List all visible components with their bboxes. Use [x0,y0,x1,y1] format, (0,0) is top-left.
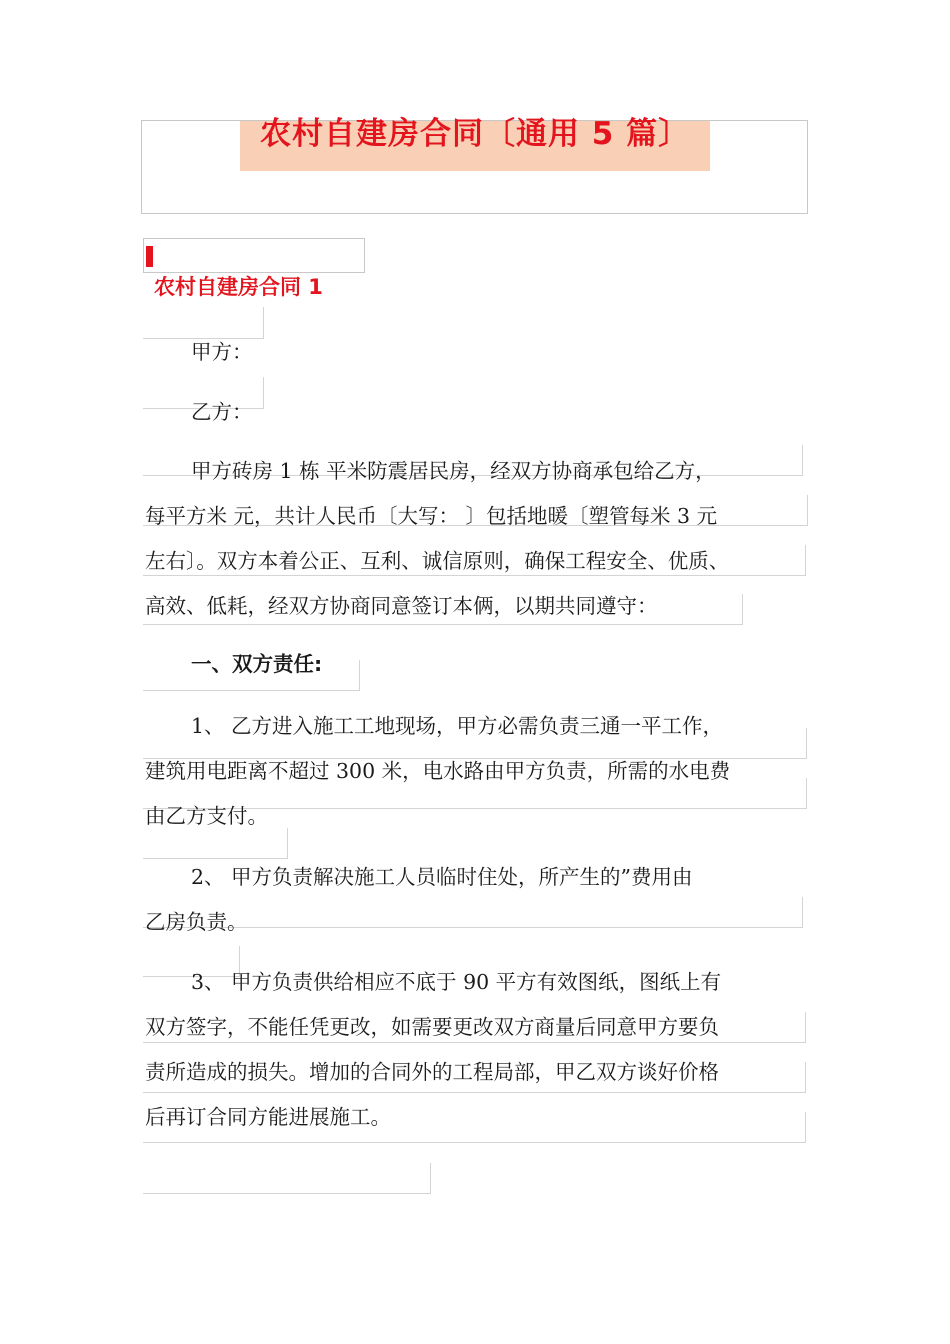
clause-3 [145,960,825,1140]
paragraph-line: 2、 甲方负责解决施工人员临时住处，所产生的”费用由 [191,865,693,889]
paragraph-line: 每平方米 元，共计人民币〔大写： 〕包括地暖〔塑管每米 3 元 [145,504,718,528]
paragraph-line: 后再订合同方能进展施工。 [145,1105,391,1129]
paragraph-line: 1、 乙方进入施工工地现场，甲方必需负责三通一平工作， [191,714,724,738]
paragraph-line: 由乙方支付。 [145,804,268,828]
heading-frame [143,238,365,273]
paragraph-line: 责所造成的损失。增加的合同外的工程局部，甲乙双方谈好价格 [145,1060,719,1084]
clause-heading: 一、双方责任: [191,652,323,676]
section-heading: 农村自建房合同 1 [154,275,323,299]
paragraph-line: 甲方砖房 1 栋 平米防震居民房，经双方协商承包给乙方， [191,459,716,483]
document-title: 农村自建房合同〔通用 5 篇〕 [260,116,691,152]
paragraph-line: 高效、低耗，经双方协商同意签订本俩，以期共同遵守： [145,594,658,618]
paragraph-line: 3、 甲方负责供给相应不底于 90 平方有效图纸，图纸上有 [191,970,722,994]
clause-2 [145,855,825,945]
paragraph-line: 左右〕。双方本着公正、互利、诚信原则，确保工程安全、优质、 [145,549,730,573]
heading-marker [146,246,153,267]
line-frame [143,1163,431,1194]
party-a-line: 甲方： [191,340,253,364]
intro-paragraph [145,449,825,629]
paragraph-line: 双方签字，不能任凭更改，如需要更改双方商量后同意甲方要负 [145,1015,719,1039]
paragraph-line: 乙房负责。 [145,910,248,934]
paragraph-line: 建筑用电距离不超过 300 米，电水路由甲方负责，所需的水电费 [145,759,731,783]
clause-1 [145,704,825,839]
party-b-line: 乙方： [191,400,253,424]
